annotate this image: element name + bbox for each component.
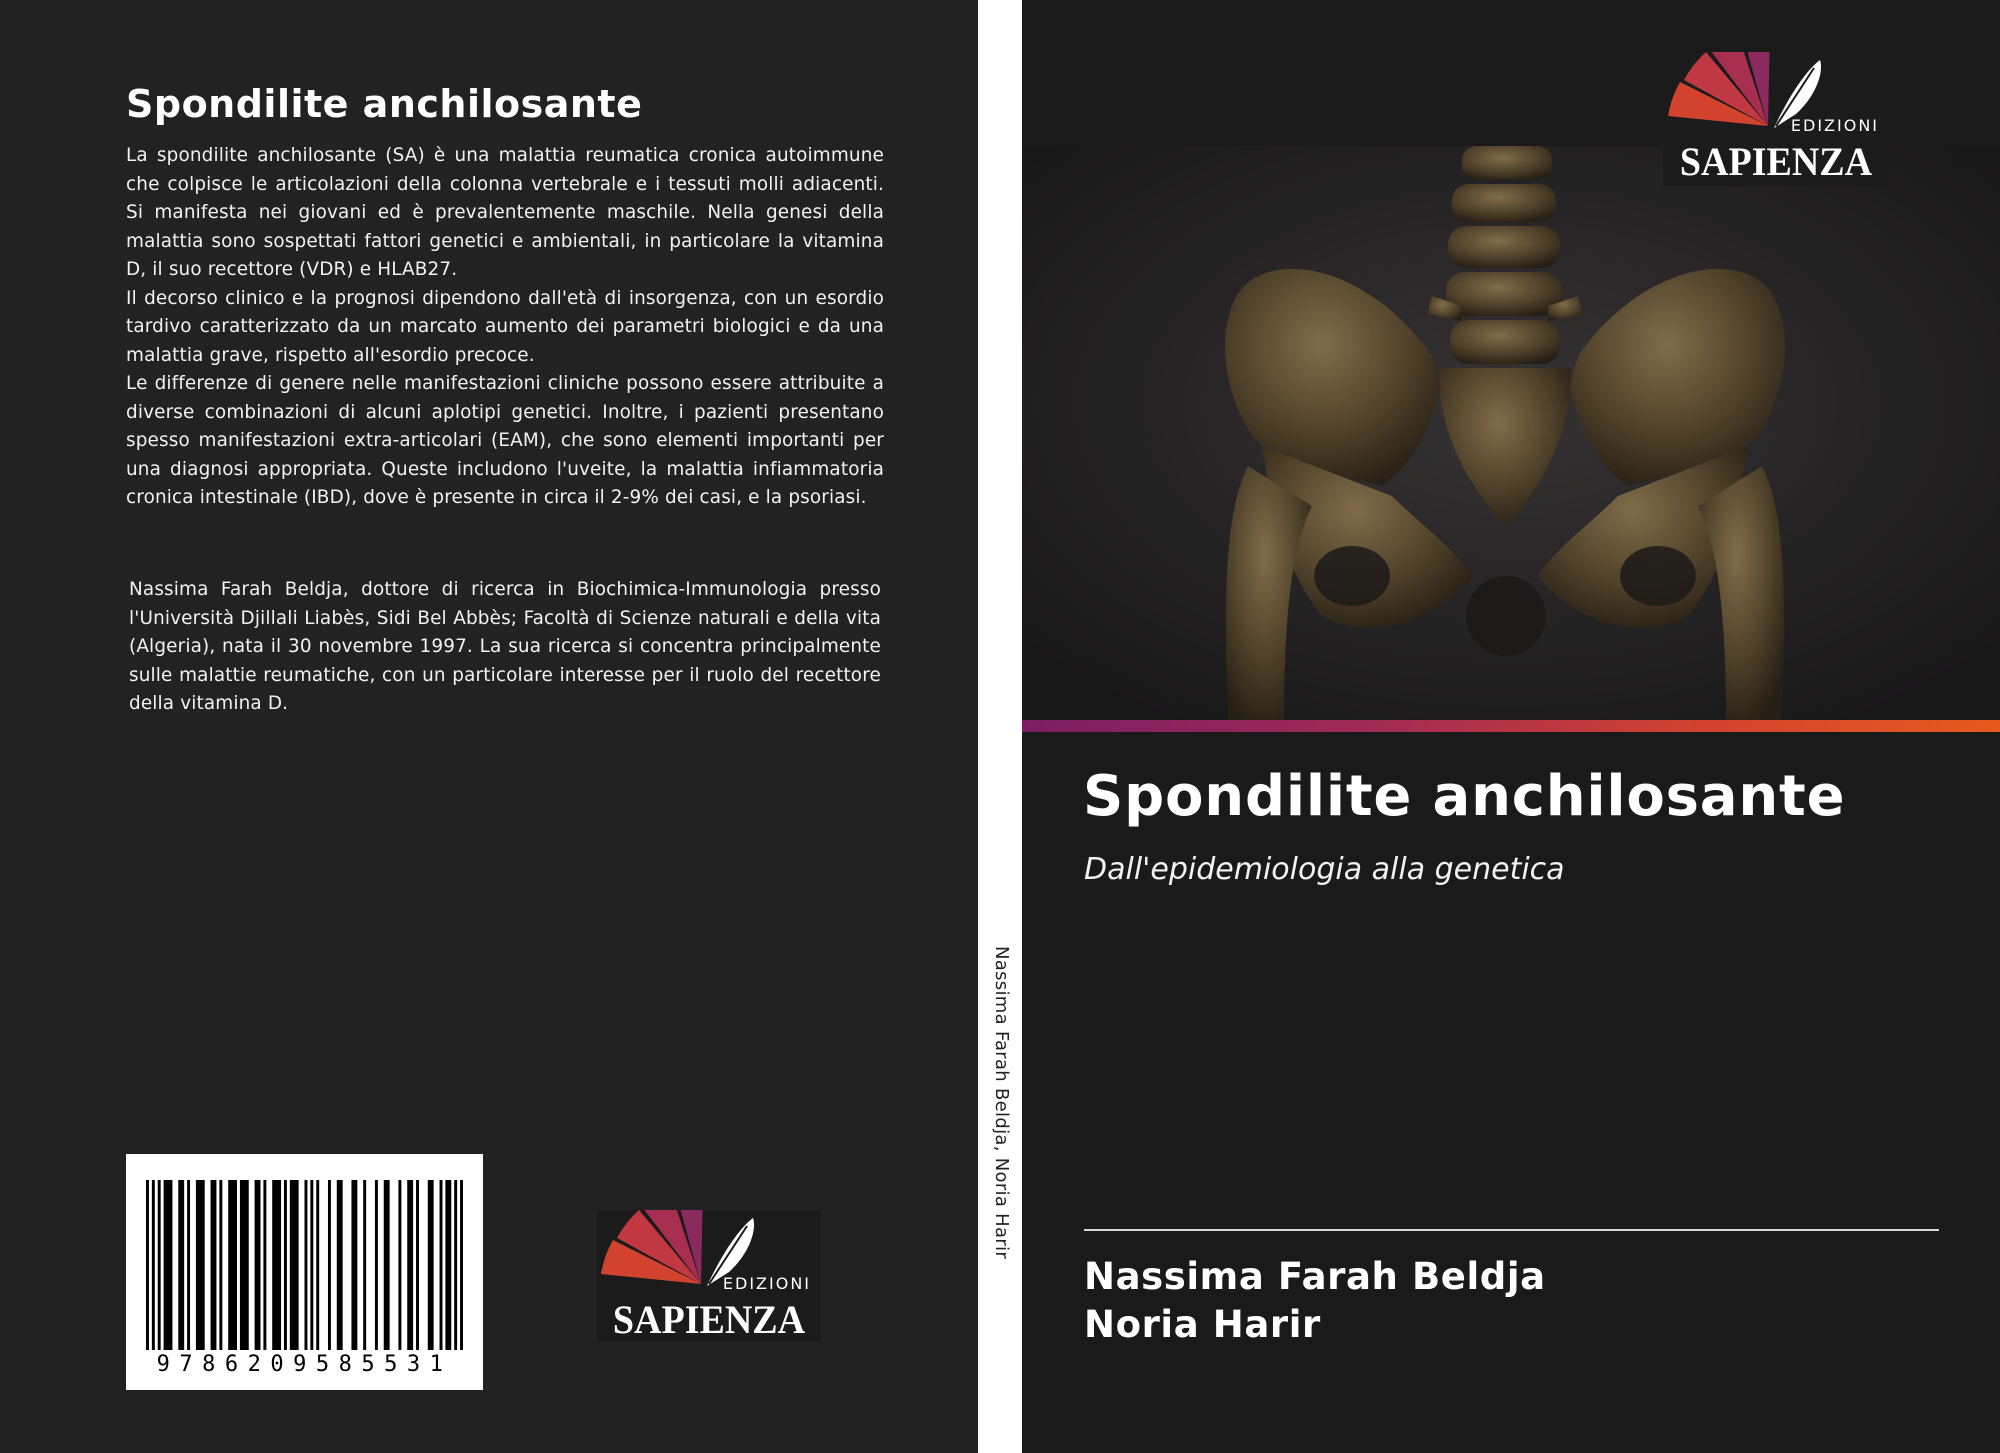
back-cover-blurb [126,142,884,513]
front-cover-title: Spondilite anchilosante [1083,764,1846,829]
barcode-bar [454,1180,457,1350]
barcode-bar [416,1180,419,1350]
logo-edizioni-label: EDIZIONI [1790,116,1879,135]
barcode-bar [328,1180,331,1350]
accent-bar [1022,720,2000,732]
barcode-bar [158,1180,161,1350]
barcode-bar [272,1180,281,1350]
publisher-logo-back [597,1210,821,1342]
blurb-paragraph: Le differenze di genere nelle manifestazioni cliniche possono essere attribuite a diverse combinazioni di alcuni aplotipi genetici. Inoltre, i pazienti presentano spesso manifestazioni extra-articolari (EAM), che sono elementi importanti per una diagnosi appropriata. Queste includono l'uveite, la malattia infiammatoria cronica intestinale (IBD), dove è presente in circa il 2-9% dei casi, e la psoriasi. [126,373,884,508]
barcode-bar [219,1180,222,1350]
barcode-bar [460,1180,463,1350]
barcode-bar [384,1180,390,1350]
barcode-bar [363,1180,366,1350]
spine-authors: Nassima Farah Beldja, Noria Harir [991,946,1012,1260]
barcode-bar [228,1180,237,1350]
barcode-digits: 9786209585531 [156,1352,453,1377]
blurb-paragraph: La spondilite anchilosante (SA) è una malattia reumatica cronica autoimmune che colpisce le articolazioni della colonna vertebrale e i tessuti molli adiacenti. Si manifesta nei giovani ed è prevalentemente maschile. Nella genesi della malattia sono sospettati fattori genetici e ambientali, in particolare la vitamina D, il suo recettore (VDR) e HLAB27. [126,145,884,280]
barcode-bar [240,1180,249,1350]
front-author-name: Nassima Farah Beldja [1084,1255,1546,1298]
barcode-bar [146,1180,149,1350]
barcode-bar [305,1180,308,1350]
logo-sapienza-label: SAPIENZA [1679,139,1873,184]
barcode-bar [196,1180,205,1350]
barcode-bar [310,1180,313,1350]
authors-divider [1084,1229,1939,1231]
barcode-bar [316,1180,319,1350]
barcode-bar [398,1180,401,1350]
publisher-logo-front [1663,52,1889,186]
barcode-bar [152,1180,155,1350]
barcode-bar [284,1180,287,1350]
logo-edizioni-label: EDIZIONI [722,1274,811,1293]
barcode-bar [337,1180,343,1350]
barcode-bar [440,1180,443,1350]
barcode-bar [178,1180,184,1350]
barcode-bar [290,1180,299,1350]
barcode-bar [187,1180,190,1350]
barcode-bar [351,1180,357,1350]
barcode-bar [375,1180,378,1350]
barcode-bar [255,1180,261,1350]
barcode-bar [428,1180,434,1350]
front-cover-subtitle: Dall'epidemiologia alla genetica [1084,852,1565,887]
barcode-bar [211,1180,217,1350]
front-author-name: Noria Harir [1084,1303,1321,1346]
barcode-bar [445,1180,451,1350]
pelvis-skeleton-illustration [1022,146,2000,720]
barcode-bar [407,1180,413,1350]
barcode-bar [164,1180,173,1350]
logo-sapienza-label: SAPIENZA [612,1297,806,1342]
author-bio: Nassima Farah Beldja, dottore di ricerca in Biochimica-Immunologia presso l'Università Djillali Liabès, Sidi Bel Abbès; Facoltà di Scienze naturali e della vita (Algeria), nata il 30 novembre 1997. La sua ricerca si concentra principalmente sulle malattie reumatiche, con un particolare interesse per il ruolo del recettore della vitamina D. [129,579,881,714]
barcode-bar [263,1180,266,1350]
blurb-paragraph: Il decorso clinico e la prognosi dipendono dall'età di insorgenza, con un esordio tardivo caratterizzato da un marcato aumento dei parametri biologici e da una malattia grave, rispetto all'esordio precoce. [126,287,884,366]
back-cover-title: Spondilite anchilosante [126,82,643,126]
isbn-barcode [126,1154,483,1390]
